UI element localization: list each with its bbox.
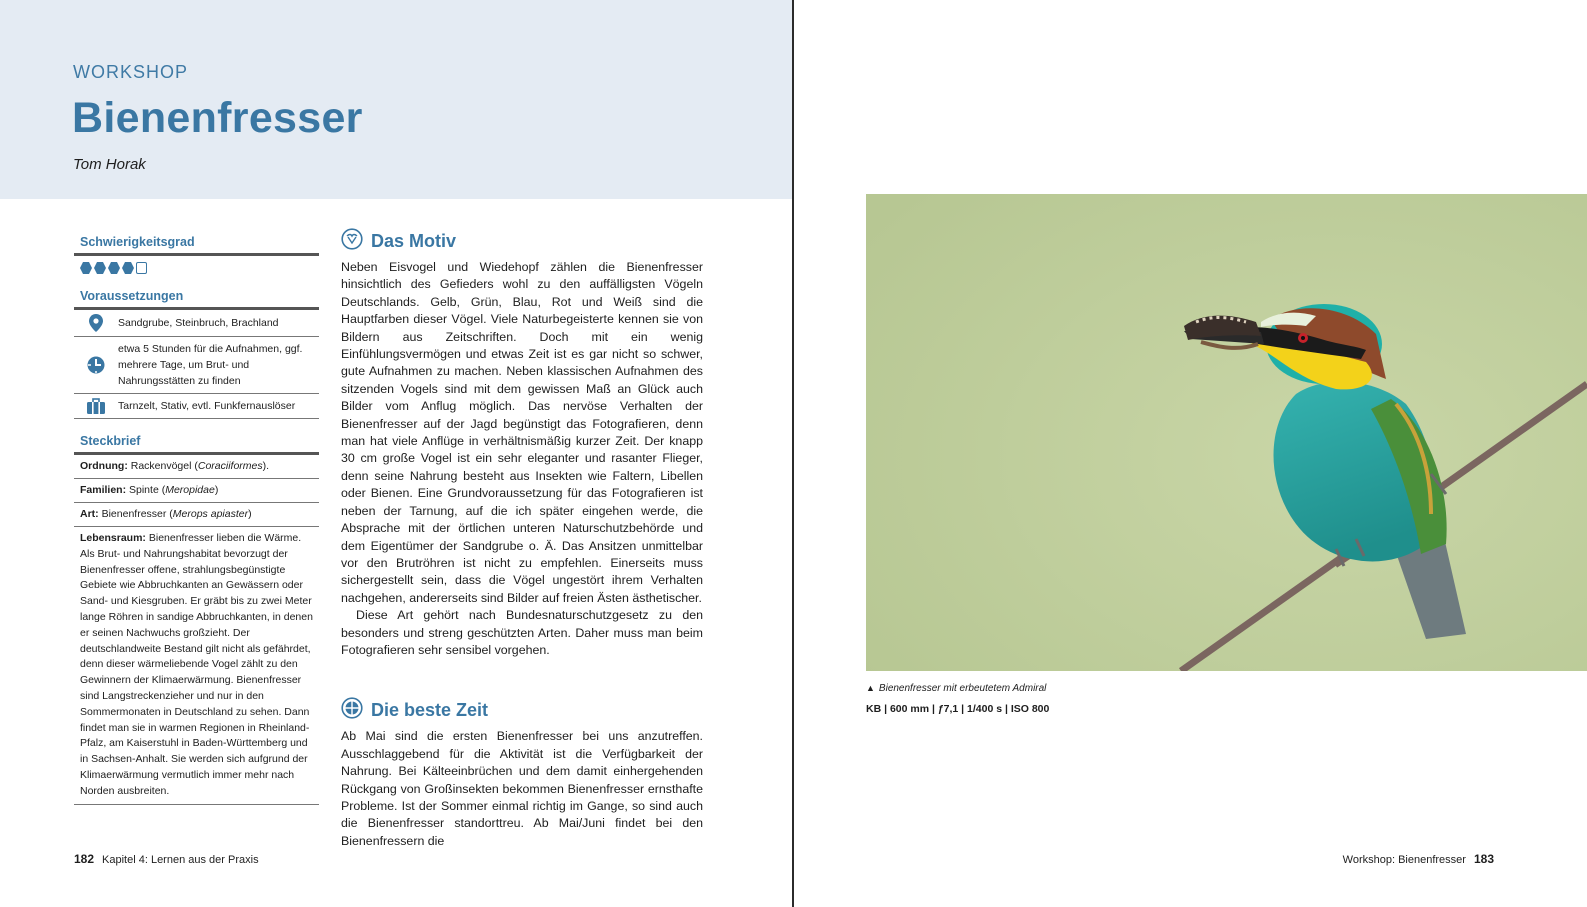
left-page [0, 0, 792, 907]
section-heading-motif [341, 228, 703, 254]
requirement-text: etwa 5 Stunden für die Aufnahmen, ggf. mehrere Tage, um Brut- und Nahrungsstätten zu finden [118, 343, 303, 387]
header-band [0, 0, 792, 199]
fact-latin: Merops apiaster [172, 508, 249, 520]
fact-latin: Meropidae [165, 484, 215, 496]
section-body-motif [341, 259, 703, 659]
fact-label: Familien: [80, 484, 127, 496]
fact-order [74, 455, 319, 479]
page-number: 182 [74, 852, 95, 866]
section-heading-best-time [341, 697, 703, 723]
fact-family [74, 479, 319, 503]
section-body-best-time [341, 728, 703, 850]
right-footer [1343, 852, 1494, 866]
fact-end: ) [248, 508, 252, 520]
clock-icon [74, 356, 118, 374]
photo-caption [866, 683, 1046, 694]
fact-latin: Coraciiformes [197, 460, 263, 472]
rating-filled-icon [108, 262, 120, 274]
motif-icon [341, 228, 363, 255]
fact-value: Bienenfresser ( [98, 508, 173, 520]
location-pin-icon [74, 314, 118, 332]
workshop-kicker: WORKSHOP [73, 62, 189, 82]
rating-empty-icon [136, 262, 147, 274]
difficulty-rating [74, 256, 319, 288]
requirement-equipment [74, 394, 319, 419]
info-sidebar [74, 234, 319, 805]
fact-end: ) [214, 484, 219, 496]
rating-filled-icon [122, 262, 134, 274]
right-page [794, 0, 1587, 907]
caption-marker-icon: ▲ [866, 683, 875, 693]
paragraph: Diese Art gehört nach Bundesnaturschutzgesetz zu den besonders und streng geschützten Arten. Daher muss man beim Fotografieren sehr sensibel vorgehen. [341, 608, 703, 657]
requirement-location [74, 310, 319, 337]
fact-label: Art: [80, 508, 99, 520]
author-name: Tom Horak [73, 156, 146, 173]
requirement-text: Tarnzelt, Stativ, evtl. Funkfernauslöser [118, 400, 296, 412]
fact-habitat [74, 527, 319, 805]
paragraph: Ab Mai sind die ersten Bienenfresser bei uns anzutreffen. Ausschlaggebend für die Aktivität ist die Verfügbarkeit der Nahrung. Bei Kälteeinbrüchen und dem damit einhergehenden Rückgang von Großinsekten bekommen Bienenfresser ernsthafte Probleme. Ist der Sommer einmal richtig im Gange, so sind auch die Bienenfresser standorttreu. Ab Mai/Juni findet bei den Bienenfressern die [341, 729, 703, 848]
running-head: Kapitel 4: Lernen aus der Praxis [102, 854, 259, 866]
fact-value: Spinte ( [126, 484, 166, 496]
requirement-time [74, 337, 319, 394]
section-title: Die beste Zeit [371, 699, 489, 720]
requirement-text: Sandgrube, Steinbruch, Brachland [118, 317, 279, 329]
habitat-text: Bienenfresser lieben die Wärme. Als Brut- und Nahrungshabitat bevorzugt der Bienenfresser offene, strahlungsbegünstigte Gebiete wie Abbruchkanten an Gewässern oder Sand- und Kiesgruben. Er gräbt bis zu zwei Meter lange Röhren in sandige Abbruchkanten, in denen er seinen Nachwuchs großzieht. Der deutschlandweite Bestand gilt nicht als gefährdet, denn dieser wärmeliebende Vogel zählt zu den Gewinnern der Klimaerwärmung. Bienenfresser sind Langstreckenzieher und nur in den Sommermonaten in Deutschland zu sehen. Dann findet man sie in warmen Regionen in Rheinland-Pfalz, am Kaiserstuhl in Baden-Württemberg und in Sachsen-Anhalt. Sie werden sich aufgrund der Klimaerwärmung vermutlich immer mehr nach Norden ausbreiten. [80, 532, 313, 797]
fact-species [74, 503, 319, 527]
running-head: Workshop: Bienenfresser [1342, 854, 1466, 866]
fact-label: Lebensraum: [80, 532, 146, 544]
page-number: 183 [1473, 852, 1494, 866]
section-title: Das Motiv [371, 230, 457, 251]
fact-end: ). [262, 460, 270, 472]
rating-filled-icon [94, 262, 106, 274]
fact-label: Ordnung: [80, 460, 128, 472]
paragraph: Neben Eisvogel und Wiedehopf zählen die Bienenfresser hinsichtlich des Gefieders wohl zu den auffälligsten Vögeln Deutschlands. Gelb, Grün, Blau, Rot und Weiß sind die Hauptfarben dieser Vögel. Viele Naturbegeisterte kennen sie von Bildern aus Zeitschriften. Doch mit ein wenig Einfühlungsvermögen und etwas Zeit ist es gar nicht so schwer, gute Aufnahmen zu machen. Neben klassischen Aufnahmen des sitzenden Vogels sind mit dem gewissen Maß an Glück auch Bilder vom Anflug möglich. Das nervöse Verhalten der Bienenfresser auf der Jagd begünstigt das Fotografieren, denn man hat viele Anflüge in verhältnismäßig kurzer Zeit. Der knapp 30 cm große Vogel ist ein sehr eleganter und rasanter Flieger, denn seine Nahrung besteht aus Insekten wie Faltern, Libellen oder Bienen. Eine Grundvoraussetzung für das Fotografieren ist neben der Tarnung, auf die ich später eingehen werde, die Absprache mit der örtlichen unteren Naturschutzbehörde und dem Eigentümer der Sandgrube o. Ä. Das Ansitzen unmittelbar vor den Brutröhren ist nicht zu empfehlen. Einerseits muss sichergestellt sein, dass die Vögel ungestört ihrem Verhalten nachgehen, andererseits sind Bilder auf freien Ästen ästhetischer. [341, 260, 703, 605]
profile-heading: Steckbrief [74, 433, 319, 455]
caption-text: Bienenfresser mit erbeutetem Admiral [878, 683, 1047, 694]
bee-eater-photo [866, 194, 1587, 671]
requirements-heading: Voraussetzungen [74, 288, 319, 310]
photo-exif: KB | 600 mm | ƒ7,1 | 1/400 s | ISO 800 [866, 703, 1050, 715]
camera-bag-icon [74, 398, 118, 414]
fact-value: Rackenvögel ( [127, 460, 198, 472]
page-title: Bienenfresser [72, 94, 363, 142]
main-column [341, 228, 703, 850]
left-footer [74, 852, 259, 866]
rating-filled-icon [80, 262, 92, 274]
difficulty-heading: Schwierigkeitsgrad [74, 234, 319, 256]
aperture-icon [341, 697, 363, 724]
